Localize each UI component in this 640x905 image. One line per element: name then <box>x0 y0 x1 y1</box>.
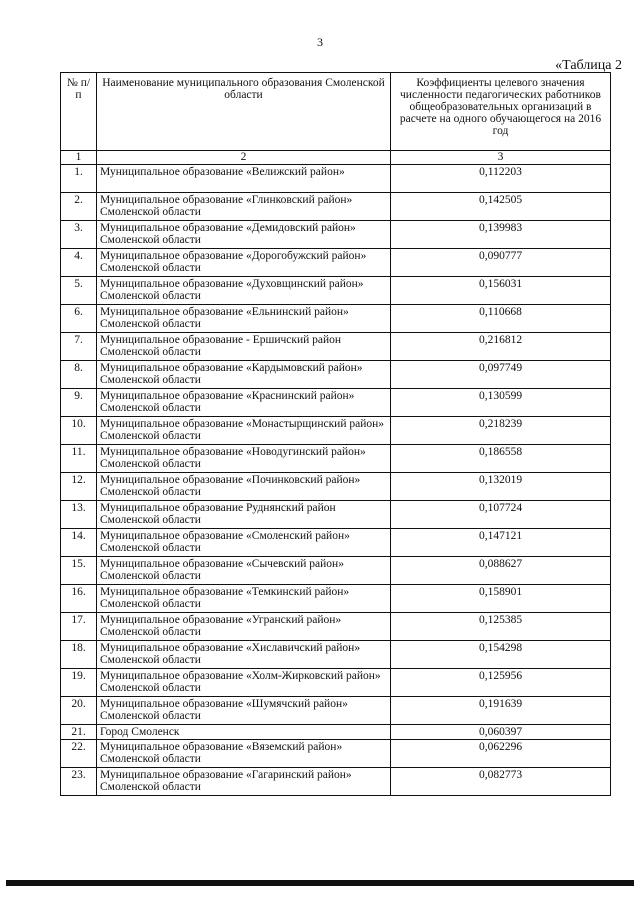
table-row <box>61 305 611 333</box>
header-num: № п/п <box>61 73 97 151</box>
row-number: 19. <box>61 669 97 697</box>
table-row <box>61 193 611 221</box>
table-row <box>61 585 611 613</box>
row-name: Муниципальное образование «Ельнинский район» Смоленской области <box>97 305 391 333</box>
row-coefficient: 0,130599 <box>391 389 611 417</box>
row-coefficient: 0,139983 <box>391 221 611 249</box>
column-number: 3 <box>391 151 611 165</box>
row-coefficient: 0,156031 <box>391 277 611 305</box>
row-name: Муниципальное образование «Монастырщинский район» Смоленской области <box>97 417 391 445</box>
row-coefficient: 0,090777 <box>391 249 611 277</box>
table-row <box>61 389 611 417</box>
row-name: Муниципальное образование - Ершичский район Смоленской области <box>97 333 391 361</box>
row-name: Город Смоленск <box>97 725 391 740</box>
row-coefficient: 0,112203 <box>391 165 611 193</box>
row-coefficient: 0,110668 <box>391 305 611 333</box>
row-name: Муниципальное образование «Холм-Жирковский район» Смоленской области <box>97 669 391 697</box>
row-name: Муниципальное образование «Духовщинский район» Смоленской области <box>97 277 391 305</box>
table-row <box>61 361 611 389</box>
row-coefficient: 0,186558 <box>391 445 611 473</box>
row-name: Муниципальное образование «Смоленский район» Смоленской области <box>97 529 391 557</box>
row-number: 8. <box>61 361 97 389</box>
header-name: Наименование муниципального образования Смоленской области <box>97 73 391 151</box>
row-coefficient: 0,154298 <box>391 641 611 669</box>
page-number: 3 <box>317 35 323 49</box>
row-number: 9. <box>61 389 97 417</box>
row-name: Муниципальное образование «Угранский район» Смоленской области <box>97 613 391 641</box>
header-coef: Коэффициенты целевого значения численности педагогических работников общеобразовательных организаций в расчете на одного обучающегося на 2016 год <box>391 73 611 151</box>
row-coefficient: 0,107724 <box>391 501 611 529</box>
row-coefficient: 0,125385 <box>391 613 611 641</box>
table-row <box>61 473 611 501</box>
row-coefficient: 0,097749 <box>391 361 611 389</box>
row-name: Муниципальное образование «Темкинский район» Смоленской области <box>97 585 391 613</box>
table-row <box>61 768 611 796</box>
row-number: 12. <box>61 473 97 501</box>
row-number: 18. <box>61 641 97 669</box>
table-row <box>61 277 611 305</box>
row-number: 21. <box>61 725 97 740</box>
row-coefficient: 0,132019 <box>391 473 611 501</box>
row-coefficient: 0,218239 <box>391 417 611 445</box>
table-row <box>61 669 611 697</box>
row-coefficient: 0,060397 <box>391 725 611 740</box>
row-number: 5. <box>61 277 97 305</box>
row-number: 22. <box>61 740 97 768</box>
table-row <box>61 445 611 473</box>
column-number: 2 <box>97 151 391 165</box>
table-row <box>61 557 611 585</box>
table-row <box>61 529 611 557</box>
table-row <box>61 333 611 361</box>
row-number: 2. <box>61 193 97 221</box>
row-number: 17. <box>61 613 97 641</box>
table-row <box>61 501 611 529</box>
table-row <box>61 725 611 740</box>
row-coefficient: 0,082773 <box>391 768 611 796</box>
row-name: Муниципальное образование «Сычевский район» Смоленской области <box>97 557 391 585</box>
row-name: Муниципальное образование «Новодугинский район» Смоленской области <box>97 445 391 473</box>
row-coefficient: 0,088627 <box>391 557 611 585</box>
row-number: 16. <box>61 585 97 613</box>
row-number: 1. <box>61 165 97 193</box>
row-coefficient: 0,125956 <box>391 669 611 697</box>
table-row <box>61 613 611 641</box>
row-coefficient: 0,142505 <box>391 193 611 221</box>
row-name: Муниципальное образование «Шумячский район» Смоленской области <box>97 697 391 725</box>
column-number: 1 <box>61 151 97 165</box>
row-name: Муниципальное образование «Кардымовский район» Смоленской области <box>97 361 391 389</box>
row-name: Муниципальное образование «Велижский район» <box>97 165 391 193</box>
row-coefficient: 0,216812 <box>391 333 611 361</box>
row-number: 7. <box>61 333 97 361</box>
row-name: Муниципальное образование «Демидовский район» Смоленской области <box>97 221 391 249</box>
row-number: 4. <box>61 249 97 277</box>
row-coefficient: 0,191639 <box>391 697 611 725</box>
table-row <box>61 221 611 249</box>
row-name: Муниципальное образование «Гагаринский район» Смоленской области <box>97 768 391 796</box>
row-number: 13. <box>61 501 97 529</box>
table-body <box>61 165 611 796</box>
row-number: 23. <box>61 768 97 796</box>
row-name: Муниципальное образование «Починковский район» Смоленской области <box>97 473 391 501</box>
row-name: Муниципальное образование Руднянский район Смоленской области <box>97 501 391 529</box>
row-coefficient: 0,147121 <box>391 529 611 557</box>
row-number: 11. <box>61 445 97 473</box>
table-row <box>61 740 611 768</box>
bottom-border-bar <box>6 880 634 886</box>
row-number: 10. <box>61 417 97 445</box>
table-row <box>61 417 611 445</box>
row-coefficient: 0,158901 <box>391 585 611 613</box>
coefficients-table <box>60 72 611 796</box>
row-number: 6. <box>61 305 97 333</box>
row-name: Муниципальное образование «Хиславичский район» Смоленской области <box>97 641 391 669</box>
row-number: 3. <box>61 221 97 249</box>
row-number: 14. <box>61 529 97 557</box>
row-name: Муниципальное образование «Вяземский район» Смоленской области <box>97 740 391 768</box>
column-numbers-row <box>61 151 611 165</box>
row-number: 20. <box>61 697 97 725</box>
table-row <box>61 697 611 725</box>
row-name: Муниципальное образование «Краснинский район» Смоленской области <box>97 389 391 417</box>
table-header-row <box>61 73 611 151</box>
table-label: «Таблица 2 <box>555 58 622 73</box>
table-row <box>61 249 611 277</box>
row-name: Муниципальное образование «Дорогобужский район» Смоленской области <box>97 249 391 277</box>
row-number: 15. <box>61 557 97 585</box>
table-row <box>61 165 611 193</box>
row-coefficient: 0,062296 <box>391 740 611 768</box>
table-row <box>61 641 611 669</box>
row-name: Муниципальное образование «Глинковский район» Смоленской области <box>97 193 391 221</box>
